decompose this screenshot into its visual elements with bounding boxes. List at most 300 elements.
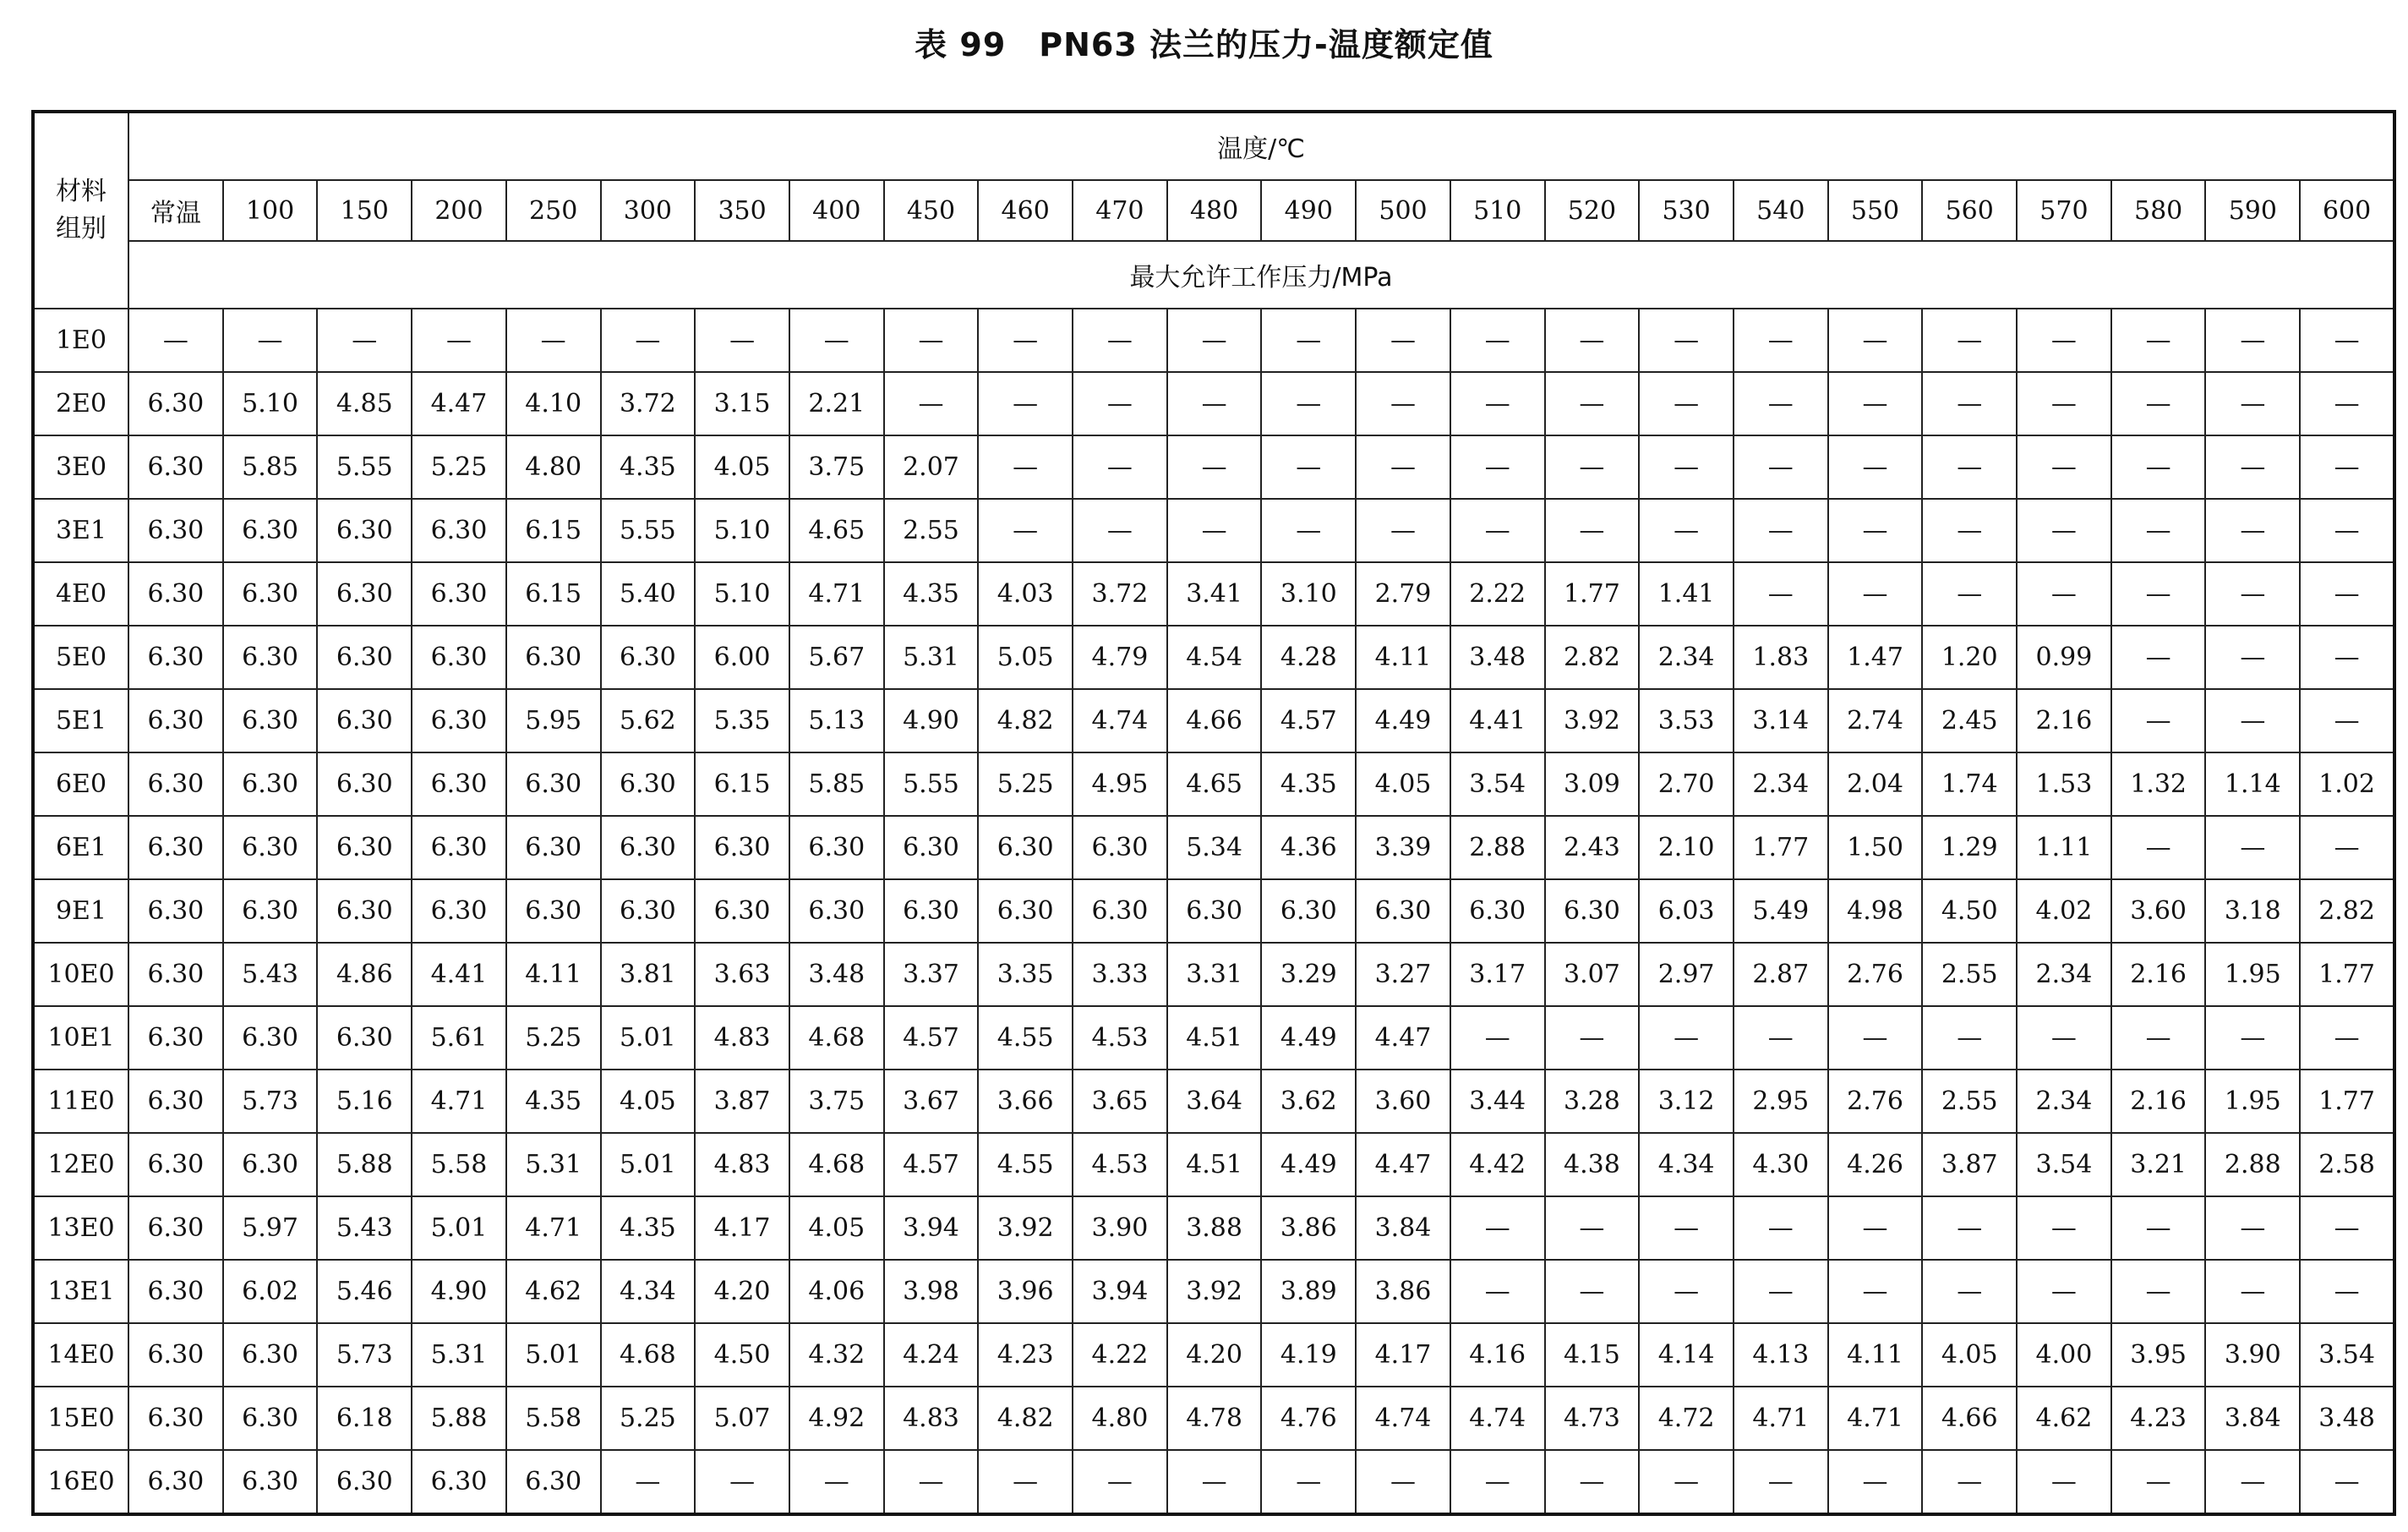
table-cell: 6.30 [884, 816, 979, 879]
table-row [33, 689, 2394, 752]
table-cell: 6.30 [412, 752, 506, 816]
table-cell: 6.30 [695, 879, 789, 943]
table-cell: — [2300, 1006, 2394, 1070]
table-cell: 3.81 [601, 943, 696, 1006]
table-cell: — [1734, 1260, 1828, 1323]
table-cell: 4.72 [1639, 1387, 1734, 1450]
table-cell: — [2205, 435, 2300, 499]
table-cell: 4.05 [1922, 1323, 2017, 1387]
table-cell: 3.72 [1073, 562, 1167, 626]
table-cell: — [2111, 1450, 2206, 1514]
table-cell: 4.80 [506, 435, 601, 499]
table-cell: 3.98 [884, 1260, 979, 1323]
table-cell: 6.30 [128, 1260, 223, 1323]
table-cell: 5.62 [601, 689, 696, 752]
table-cell: 6.30 [412, 816, 506, 879]
table-cell: 3.15 [695, 372, 789, 435]
table-cell: — [2205, 1260, 2300, 1323]
table-cell: — [2300, 499, 2394, 562]
table-cell: 3.92 [1167, 1260, 1262, 1323]
table-cell: 4.57 [1261, 689, 1356, 752]
column-header-12: 490 [1261, 180, 1356, 241]
table-cell: 3.28 [1545, 1070, 1640, 1133]
table-cell: 2.58 [2300, 1133, 2394, 1196]
table-cell: 5.49 [1734, 879, 1828, 943]
table-cell: — [1734, 1006, 1828, 1070]
table-cell: 4.22 [1073, 1323, 1167, 1387]
table-cell: 1.41 [1639, 562, 1734, 626]
table-cell: 1.95 [2205, 943, 2300, 1006]
material-group-header-label: 材料组别 [56, 177, 106, 243]
row-group-label: 10E0 [33, 943, 128, 1006]
table-cell: — [1545, 1260, 1640, 1323]
table-cell: — [128, 309, 223, 372]
table-cell: 4.24 [884, 1323, 979, 1387]
table-row [33, 1006, 2394, 1070]
table-row [33, 752, 2394, 816]
table-cell: 6.30 [223, 816, 318, 879]
table-cell: 2.45 [1922, 689, 2017, 752]
table-cell: 2.21 [789, 372, 884, 435]
table-cell: 6.30 [223, 1323, 318, 1387]
table-cell: — [2111, 1196, 2206, 1260]
table-cell: — [1356, 435, 1450, 499]
table-cell: — [1356, 372, 1450, 435]
table-cell: 4.68 [601, 1323, 696, 1387]
table-cell: 4.55 [978, 1006, 1073, 1070]
table-cell: 3.35 [978, 943, 1073, 1006]
table-cell: — [1450, 435, 1545, 499]
table-row [33, 1387, 2394, 1450]
table-cell: 4.83 [695, 1133, 789, 1196]
table-cell: 6.30 [317, 1450, 412, 1514]
table-cell: 3.60 [1356, 1070, 1450, 1133]
table-cell: 4.62 [2017, 1387, 2111, 1450]
table-cell: 1.11 [2017, 816, 2111, 879]
table-cell: 5.35 [695, 689, 789, 752]
table-cell: 3.63 [695, 943, 789, 1006]
header-row-pressure [33, 241, 2394, 309]
table-cell: — [2205, 1450, 2300, 1514]
table-cell: — [1073, 1450, 1167, 1514]
table-cell: 4.16 [1450, 1323, 1545, 1387]
table-cell: 6.30 [128, 372, 223, 435]
table-cell: — [2300, 626, 2394, 689]
table-cell: 6.30 [506, 879, 601, 943]
table-cell: 5.55 [317, 435, 412, 499]
table-cell: 1.77 [1545, 562, 1640, 626]
table-cell: 6.30 [601, 879, 696, 943]
table-cell: 5.01 [601, 1133, 696, 1196]
table-cell: — [1734, 372, 1828, 435]
table-cell: — [1828, 499, 1923, 562]
table-cell: 6.30 [128, 435, 223, 499]
table-cell: 6.30 [412, 689, 506, 752]
table-cell: 5.95 [506, 689, 601, 752]
table-cell: 1.32 [2111, 752, 2206, 816]
table-cell: 6.30 [128, 879, 223, 943]
table-cell: — [601, 1450, 696, 1514]
header-row-temperature [33, 112, 2394, 180]
table-cell: 2.34 [1734, 752, 1828, 816]
table-cell: 6.30 [223, 626, 318, 689]
table-cell: — [1450, 1006, 1545, 1070]
table-cell: 4.98 [1828, 879, 1923, 943]
table-cell: 6.30 [223, 562, 318, 626]
table-cell: 4.71 [789, 562, 884, 626]
table-cell: 6.30 [223, 1450, 318, 1514]
table-cell: 4.95 [1073, 752, 1167, 816]
column-header-13: 500 [1356, 180, 1450, 241]
table-cell: 6.30 [128, 943, 223, 1006]
table-cell: 4.47 [1356, 1133, 1450, 1196]
table-cell: 2.16 [2111, 943, 2206, 1006]
table-row [33, 1196, 2394, 1260]
table-cell: 3.27 [1356, 943, 1450, 1006]
table-cell: 3.92 [1545, 689, 1640, 752]
table-cell: — [1261, 499, 1356, 562]
table-cell: 2.74 [1828, 689, 1923, 752]
table-cell: — [1545, 435, 1640, 499]
table-cell: 6.30 [317, 816, 412, 879]
table-cell: 4.83 [884, 1387, 979, 1450]
table-cell: 4.23 [2111, 1387, 2206, 1450]
table-cell: 2.88 [2205, 1133, 2300, 1196]
row-group-label: 5E1 [33, 689, 128, 752]
table-cell: — [2205, 1196, 2300, 1260]
table-cell: — [1073, 499, 1167, 562]
table-cell: 2.88 [1450, 816, 1545, 879]
row-group-label: 16E0 [33, 1450, 128, 1514]
table-cell: 4.51 [1167, 1006, 1262, 1070]
table-cell: 6.30 [128, 689, 223, 752]
table-cell: 4.00 [2017, 1323, 2111, 1387]
table-cell: — [1450, 1450, 1545, 1514]
table-cell: 4.42 [1450, 1133, 1545, 1196]
table-cell: 6.30 [128, 1387, 223, 1450]
table-cell: 3.54 [2017, 1133, 2111, 1196]
table-cell: 6.30 [317, 626, 412, 689]
table-row [33, 499, 2394, 562]
table-cell: — [978, 499, 1073, 562]
row-group-label: 10E1 [33, 1006, 128, 1070]
table-cell: 6.30 [1073, 879, 1167, 943]
table-cell: — [2205, 309, 2300, 372]
table-cell: 5.01 [601, 1006, 696, 1070]
table-cell: — [2017, 309, 2111, 372]
table-cell: — [1261, 372, 1356, 435]
table-cell: 4.53 [1073, 1133, 1167, 1196]
table-cell: 5.01 [412, 1196, 506, 1260]
table-cell: 4.50 [695, 1323, 789, 1387]
table-cell: 4.34 [601, 1260, 696, 1323]
table-cell: 5.46 [317, 1260, 412, 1323]
table-cell: 4.62 [506, 1260, 601, 1323]
table-cell: 2.95 [1734, 1070, 1828, 1133]
table-cell: 1.50 [1828, 816, 1923, 879]
table-cell: — [1167, 1450, 1262, 1514]
table-cell: 5.05 [978, 626, 1073, 689]
table-cell: 6.30 [317, 879, 412, 943]
material-group-header [33, 112, 128, 309]
table-cell: — [1545, 372, 1640, 435]
table-cell: 1.47 [1828, 626, 1923, 689]
row-group-label: 13E0 [33, 1196, 128, 1260]
table-cell: 6.30 [223, 752, 318, 816]
table-cell: 5.88 [412, 1387, 506, 1450]
table-cell: 3.48 [789, 943, 884, 1006]
table-cell: 2.07 [884, 435, 979, 499]
table-cell: 4.82 [978, 1387, 1073, 1450]
page-title: 表 99 PN63 法兰的压力-温度额定值 [915, 26, 1493, 63]
column-header-21: 580 [2111, 180, 2206, 241]
temperature-header: 温度/℃ [128, 112, 2394, 180]
table-cell: 5.97 [223, 1196, 318, 1260]
table-cell: 4.23 [978, 1323, 1073, 1387]
table-cell: 4.74 [1073, 689, 1167, 752]
table-cell: 6.30 [128, 752, 223, 816]
table-cell: 3.62 [1261, 1070, 1356, 1133]
table-cell: 5.43 [223, 943, 318, 1006]
pressure-header: 最大允许工作压力/MPa [128, 241, 2394, 309]
table-cell: 6.03 [1639, 879, 1734, 943]
column-header-22: 590 [2205, 180, 2300, 241]
table-cell: 3.54 [1450, 752, 1545, 816]
table-cell: — [1261, 1450, 1356, 1514]
table-cell: 5.73 [223, 1070, 318, 1133]
table-cell: — [1922, 1260, 2017, 1323]
table-cell: 6.30 [506, 626, 601, 689]
table-cell: — [978, 435, 1073, 499]
table-cell: 3.84 [2205, 1387, 2300, 1450]
table-cell: 5.34 [1167, 816, 1262, 879]
table-cell: 6.00 [695, 626, 789, 689]
table-cell: — [506, 309, 601, 372]
table-cell: 3.84 [1356, 1196, 1450, 1260]
table-cell: 4.34 [1639, 1133, 1734, 1196]
table-cell: 6.30 [978, 816, 1073, 879]
column-header-10: 470 [1073, 180, 1167, 241]
column-header-7: 400 [789, 180, 884, 241]
table-cell: — [2205, 626, 2300, 689]
table-cell: 6.30 [412, 879, 506, 943]
table-cell: — [1073, 435, 1167, 499]
table-cell: — [1922, 309, 2017, 372]
table-cell: 2.55 [1922, 943, 2017, 1006]
column-header-20: 570 [2017, 180, 2111, 241]
column-header-6: 350 [695, 180, 789, 241]
table-cell: 4.50 [1922, 879, 2017, 943]
table-cell: 4.57 [884, 1133, 979, 1196]
table-cell: — [1450, 372, 1545, 435]
table-cell: 3.21 [2111, 1133, 2206, 1196]
table-cell: 4.49 [1261, 1133, 1356, 1196]
table-cell: — [1734, 499, 1828, 562]
table-cell: 3.90 [1073, 1196, 1167, 1260]
table-cell: — [2017, 1260, 2111, 1323]
table-cell: 6.30 [317, 1006, 412, 1070]
column-header-15: 520 [1545, 180, 1640, 241]
table-cell: 4.49 [1356, 689, 1450, 752]
table-cell: 4.30 [1734, 1133, 1828, 1196]
table-cell: — [884, 1450, 979, 1514]
table-cell: — [695, 1450, 789, 1514]
table-cell: 6.30 [223, 1387, 318, 1450]
table-cell: 4.71 [412, 1070, 506, 1133]
table-cell: 4.71 [1828, 1387, 1923, 1450]
table-cell: 4.90 [412, 1260, 506, 1323]
table-cell: 6.30 [128, 626, 223, 689]
table-cell: 5.58 [412, 1133, 506, 1196]
table-cell: 4.05 [1356, 752, 1450, 816]
table-cell: — [1356, 309, 1450, 372]
table-cell: 6.30 [128, 1070, 223, 1133]
table-cell: 5.25 [601, 1387, 696, 1450]
table-cell: — [2017, 562, 2111, 626]
column-header-18: 550 [1828, 180, 1923, 241]
table-cell: — [317, 309, 412, 372]
table-cell: — [978, 309, 1073, 372]
column-header-1: 100 [223, 180, 318, 241]
table-cell: — [1167, 309, 1262, 372]
table-cell: 2.34 [1639, 626, 1734, 689]
table-cell: 4.65 [789, 499, 884, 562]
table-cell: 5.31 [884, 626, 979, 689]
header-row-columns [33, 180, 2394, 241]
table-cell: — [1734, 1450, 1828, 1514]
table-cell: 3.66 [978, 1070, 1073, 1133]
table-cell: 4.68 [789, 1006, 884, 1070]
table-cell: — [1828, 1450, 1923, 1514]
table-cell: 3.39 [1356, 816, 1450, 879]
table-cell: 5.16 [317, 1070, 412, 1133]
table-cell: 4.36 [1261, 816, 1356, 879]
table-cell: — [412, 309, 506, 372]
table-cell: — [978, 372, 1073, 435]
table-cell: 4.35 [1261, 752, 1356, 816]
table-cell: — [1828, 435, 1923, 499]
table-cell: — [1734, 1196, 1828, 1260]
table-cell: — [1922, 1450, 2017, 1514]
table-cell: 5.85 [223, 435, 318, 499]
table-cell: 5.25 [506, 1006, 601, 1070]
table-cell: 4.82 [978, 689, 1073, 752]
table-cell: 6.30 [128, 1006, 223, 1070]
row-group-label: 15E0 [33, 1387, 128, 1450]
table-cell: — [1639, 1006, 1734, 1070]
table-cell: 2.82 [1545, 626, 1640, 689]
table-cell: 4.05 [789, 1196, 884, 1260]
table-cell: 6.30 [1450, 879, 1545, 943]
table-cell: 3.18 [2205, 879, 2300, 943]
table-cell: 4.78 [1167, 1387, 1262, 1450]
row-group-label: 2E0 [33, 372, 128, 435]
table-cell: 6.30 [223, 499, 318, 562]
table-cell: 5.61 [412, 1006, 506, 1070]
table-cell: 4.66 [1167, 689, 1262, 752]
table-cell: 6.30 [128, 1133, 223, 1196]
table-cell: — [1167, 372, 1262, 435]
table-cell: — [1545, 1450, 1640, 1514]
row-group-label: 14E0 [33, 1323, 128, 1387]
table-cell: 3.92 [978, 1196, 1073, 1260]
row-group-label: 3E1 [33, 499, 128, 562]
table-cell: 5.67 [789, 626, 884, 689]
table-cell: 3.14 [1734, 689, 1828, 752]
table-cell: — [2300, 1450, 2394, 1514]
table-cell: — [2205, 689, 2300, 752]
table-cell: 5.85 [789, 752, 884, 816]
table-cell: 6.15 [506, 499, 601, 562]
table-cell: — [2111, 562, 2206, 626]
table-row [33, 879, 2394, 943]
table-cell: 6.30 [412, 626, 506, 689]
table-cell: 3.75 [789, 1070, 884, 1133]
table-cell: 4.17 [695, 1196, 789, 1260]
table-cell: 4.92 [789, 1387, 884, 1450]
table-cell: 4.54 [1167, 626, 1262, 689]
table-cell: — [2017, 372, 2111, 435]
table-cell: 4.26 [1828, 1133, 1923, 1196]
table-cell: 4.73 [1545, 1387, 1640, 1450]
table-cell: — [1828, 1196, 1923, 1260]
table-cell: 4.15 [1545, 1323, 1640, 1387]
table-cell: 6.30 [601, 752, 696, 816]
table-row [33, 562, 2394, 626]
table-cell: — [2111, 816, 2206, 879]
table-cell: 4.47 [1356, 1006, 1450, 1070]
table-cell: — [1450, 1196, 1545, 1260]
table-row [33, 1450, 2394, 1514]
table-cell: 3.07 [1545, 943, 1640, 1006]
table-cell: 4.79 [1073, 626, 1167, 689]
table-cell: 4.11 [506, 943, 601, 1006]
row-group-label: 9E1 [33, 879, 128, 943]
table-cell: 5.01 [506, 1323, 601, 1387]
table-cell: 3.67 [884, 1070, 979, 1133]
column-header-17: 540 [1734, 180, 1828, 241]
table-cell: 3.86 [1356, 1260, 1450, 1323]
row-group-label: 13E1 [33, 1260, 128, 1323]
table-cell: — [2205, 1006, 2300, 1070]
table-cell: 5.88 [317, 1133, 412, 1196]
table-cell: — [1734, 435, 1828, 499]
table-row [33, 309, 2394, 372]
table-cell: 4.47 [412, 372, 506, 435]
table-cell: — [1450, 1260, 1545, 1323]
table-cell: 2.55 [884, 499, 979, 562]
row-group-label: 5E0 [33, 626, 128, 689]
table-cell: 2.04 [1828, 752, 1923, 816]
table-cell: 4.74 [1450, 1387, 1545, 1450]
table-cell: — [1828, 309, 1923, 372]
table-cell: 2.43 [1545, 816, 1640, 879]
pressure-temperature-table [31, 110, 2396, 1516]
row-group-label: 12E0 [33, 1133, 128, 1196]
table-cell: — [2205, 562, 2300, 626]
table-cell: 4.65 [1167, 752, 1262, 816]
table-cell: — [2111, 309, 2206, 372]
table-cell: 2.16 [2017, 689, 2111, 752]
table-cell: 6.15 [695, 752, 789, 816]
table-cell: 4.49 [1261, 1006, 1356, 1070]
table-cell: 5.10 [223, 372, 318, 435]
table-cell: — [2300, 562, 2394, 626]
table-cell: — [1073, 372, 1167, 435]
row-group-label: 6E1 [33, 816, 128, 879]
table-cell: — [1922, 1196, 2017, 1260]
table-cell: 6.30 [601, 626, 696, 689]
